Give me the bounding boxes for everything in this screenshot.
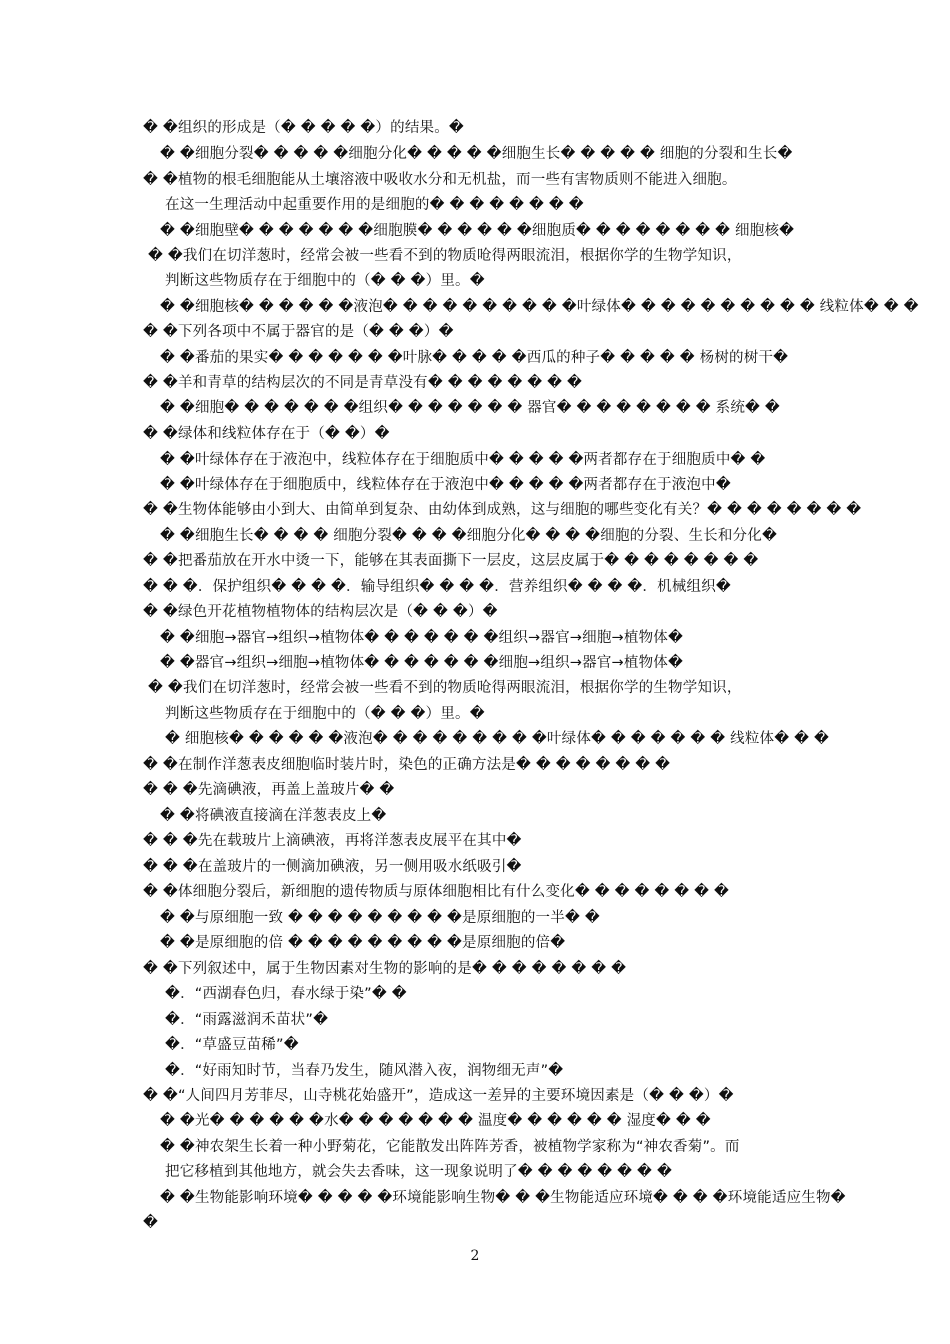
- q13-option-b: �．“雨露滋润禾苗状”�: [165, 1012, 329, 1028]
- q11-option-c: � � �先在载玻片上滴碘液，再将洋葱表皮展平在其中�: [143, 833, 522, 849]
- page-number: 2: [470, 1248, 480, 1264]
- q10-question: � �我们在切洋葱时，经常会被一些看不到的物质呛得两眼流泪，根据你学的生物学知识，: [148, 680, 742, 696]
- q6-question: � �绿体和线粒体存在于（� �）�: [143, 426, 390, 442]
- q13-option-d: �．“好雨知时节，当春乃发生，随风潜入夜，润物细无声”�: [165, 1063, 564, 1079]
- q6-options-ab: � �叶绿体存在于液泡中，线粒体存在于细胞质中� � � � �两者都存在于细胞质中� �: [160, 452, 766, 468]
- q15-question: � �神农架生长着一种小野菊花，它能散发出阵阵芳香，被植物学家称为“神农香菊”。而: [160, 1139, 740, 1155]
- q6-options-cd: � �叶绿体存在于细胞质中，线粒体存在于液泡中� � � � �两者都存在于液泡中�: [160, 477, 731, 493]
- q13-question: � �下列叙述中，属于生物因素对生物的影响的是� � � � � � � �: [143, 961, 627, 977]
- q14-question: � �“人间四月芳菲尽，山寺桃花始盛开”，造成这一差异的主要环境因素是（� � �）�: [143, 1088, 734, 1104]
- q13-option-a: �．“西湖春色归，春水绿于染”� �: [165, 986, 407, 1002]
- q8-options: � � �．保护组织� � � �．输导组织� � � �．营养组织� � � �．机械组织�: [143, 579, 731, 595]
- q3-options: � �细胞核� � � � � �液泡� � � � � � � � � �叶绿体� � � � � � � � � � 线粒体� � �: [160, 299, 919, 315]
- q14-options: � �光� � � � � �水� � � � � � � 温度� � � � � � 湿度� � �: [160, 1113, 711, 1129]
- q3-question-cont: 判断这些物质存在于细胞中的（� � �）里。�: [165, 273, 485, 289]
- q11-option-b: � �将碘液直接滴在洋葱表皮上�: [160, 808, 387, 824]
- q13-option-c: �．“草盛豆苗稀”�: [165, 1037, 299, 1053]
- q9-options-cd: � �器官→组织→细胞→植物体� � � � � � �细胞→组织→器官→植物体�: [160, 655, 684, 671]
- q15-question-cont: 把它移植到其他地方，就会失去香味，这一现象说明了� � � � � � � �: [165, 1164, 673, 1180]
- q8-question: � �把番茄放在开水中烫一下，能够在其表面撕下一层皮，这层皮属于� � � � � � � �: [143, 553, 759, 569]
- q7-question: � �生物体能够由小到大、由简单到复杂、由幼体到成熟，这与细胞的哪些变化有关？� � � � � � � �: [143, 502, 862, 518]
- q3-question: � �我们在切洋葱时，经常会被一些看不到的物质呛得两眼流泪，根据你学的生物学知识，: [148, 248, 742, 264]
- q1-options: � �细胞分裂� � � � �细胞分化� � � � �细胞生长� � � � � 细胞的分裂和生长�: [160, 146, 793, 162]
- q2-question-cont: 在这一生理活动中起重要作用的是细胞的� � � � � � � �: [165, 197, 584, 213]
- q9-options-ab: � �细胞→器官→组织→植物体� � � � � � �组织→器官→细胞→植物体�: [160, 630, 684, 646]
- q5-options: � �细胞� � � � � � �组织� � � � � � � 器官� � � � � � � � 系统� �: [160, 400, 780, 416]
- q11-question: � �在制作洋葱表皮细胞临时装片时，染色的正确方法是� � � � � � � �: [143, 757, 671, 773]
- q10-question-cont: 判断这些物质存在于细胞中的（� � �）里。�: [165, 706, 485, 722]
- q12-options-cd: � �是原细胞的倍 � � � � � � � � �是原细胞的倍�: [160, 935, 566, 951]
- q15-options: � �生物能影响环境� � � � �环境能影响生物� � �生物能适应环境� � � �环境能适应生物�: [160, 1190, 846, 1206]
- q4-question: � �下列各项中不属于器官的是（� � �）�: [143, 324, 454, 340]
- q2-options: � �细胞壁� � � � � � �细胞膜� � � � � �细胞质� � � � � � � � 细胞核�: [160, 223, 795, 239]
- q12-options-ab: � �与原细胞一致 � � � � � � � � �是原细胞的一半� �: [160, 910, 600, 926]
- q5-question: � �羊和青草的结构层次的不同是青草没有� � � � � � � �: [143, 375, 583, 391]
- q4-options: � �番茄的果实� � � � � � �叶脉� � � � �西瓜的种子� � � � � 杨树的树干�: [160, 350, 789, 366]
- q10-options: � 细胞核� � � � � �液泡� � � � � � � � �叶绿体� � � � � � � 线粒体� � �: [165, 731, 830, 747]
- q2-question: � �植物的根毛细胞能从土壤溶液中吸收水分和无机盐，而一些有害物质则不能进入细胞。: [143, 172, 737, 188]
- q1-question: � �组织的形成是（� � � � �）的结果。�: [143, 120, 464, 136]
- q11-option-d: � � �在盖玻片的一侧滴加碘液，另一侧用吸水纸吸引�: [143, 859, 522, 875]
- q9-question: � �绿色开花植物植物体的结构层次是（� � �）�: [143, 604, 498, 620]
- q11-option-a: � � �先滴碘液，再盖上盖玻片� �: [143, 782, 395, 798]
- q12-question: � �体细胞分裂后，新细胞的遗传物质与原体细胞相比有什么变化� � � � � � � �: [143, 884, 730, 900]
- q7-options: � �细胞生长� � � � 细胞分裂� � � �细胞分化� � � �细胞的分裂、生长和分化�: [160, 528, 778, 544]
- trailing-mark: �: [143, 1215, 159, 1231]
